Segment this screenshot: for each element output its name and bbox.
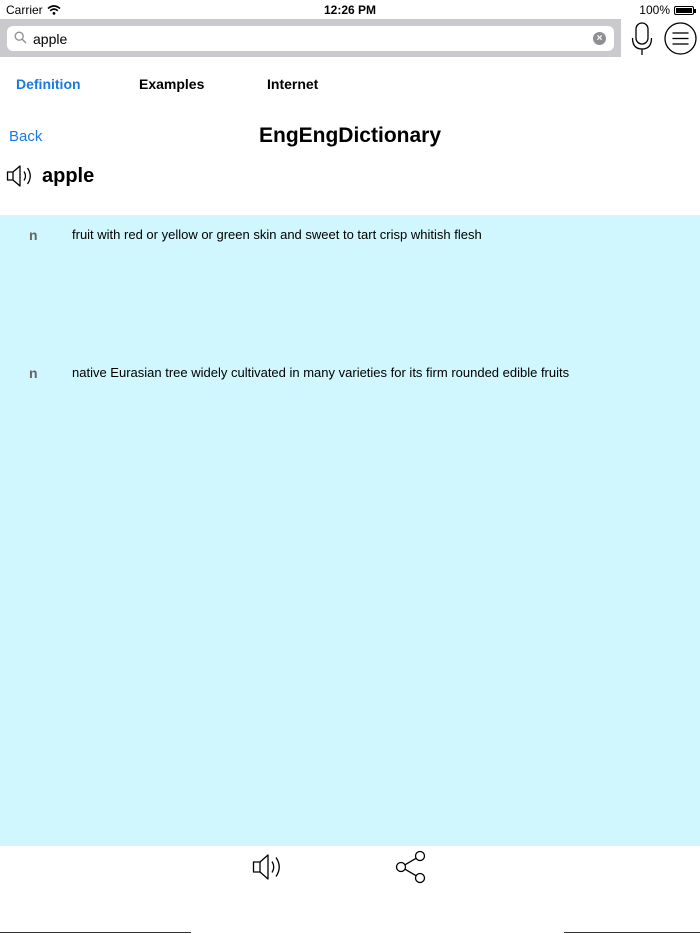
battery-icon bbox=[674, 6, 694, 15]
share-icon[interactable] bbox=[395, 850, 427, 884]
bottom-divider-left bbox=[0, 932, 191, 933]
page-title: EngEngDictionary bbox=[258, 124, 442, 147]
search-bar bbox=[0, 19, 621, 57]
definition-text: native Eurasian tree widely cultivated in many varieties for its firm rounded edible fruits bbox=[72, 365, 570, 380]
bottom-toolbar bbox=[0, 846, 700, 934]
menu-icon[interactable] bbox=[664, 22, 697, 55]
status-bar bbox=[0, 0, 700, 20]
tab-internet[interactable]: Internet bbox=[267, 76, 319, 92]
tab-definition[interactable]: Definition bbox=[16, 76, 81, 92]
entry-word: apple bbox=[42, 164, 95, 187]
definitions-panel bbox=[0, 215, 700, 846]
clear-icon[interactable]: × bbox=[593, 32, 606, 45]
tab-bar bbox=[0, 76, 700, 96]
tab-examples[interactable]: Examples bbox=[139, 76, 205, 92]
part-of-speech: n bbox=[29, 227, 38, 243]
search-input[interactable] bbox=[33, 26, 583, 51]
back-button[interactable]: Back bbox=[9, 128, 43, 145]
microphone-icon[interactable] bbox=[630, 22, 654, 56]
bottom-divider-right bbox=[564, 932, 700, 933]
battery-indicator bbox=[639, 0, 694, 20]
search-field bbox=[7, 26, 614, 51]
word-heading bbox=[6, 160, 94, 192]
status-time: 12:26 PM bbox=[323, 3, 377, 17]
battery-percent: 100% bbox=[639, 3, 670, 17]
definition-text: fruit with red or yellow or green skin and sweet to tart crisp whitish flesh bbox=[72, 227, 482, 242]
speaker-icon[interactable] bbox=[6, 163, 36, 189]
carrier-label: Carrier bbox=[6, 3, 43, 17]
part-of-speech: n bbox=[29, 365, 38, 381]
speaker-icon[interactable] bbox=[252, 851, 286, 883]
magnifier-icon bbox=[14, 31, 27, 44]
